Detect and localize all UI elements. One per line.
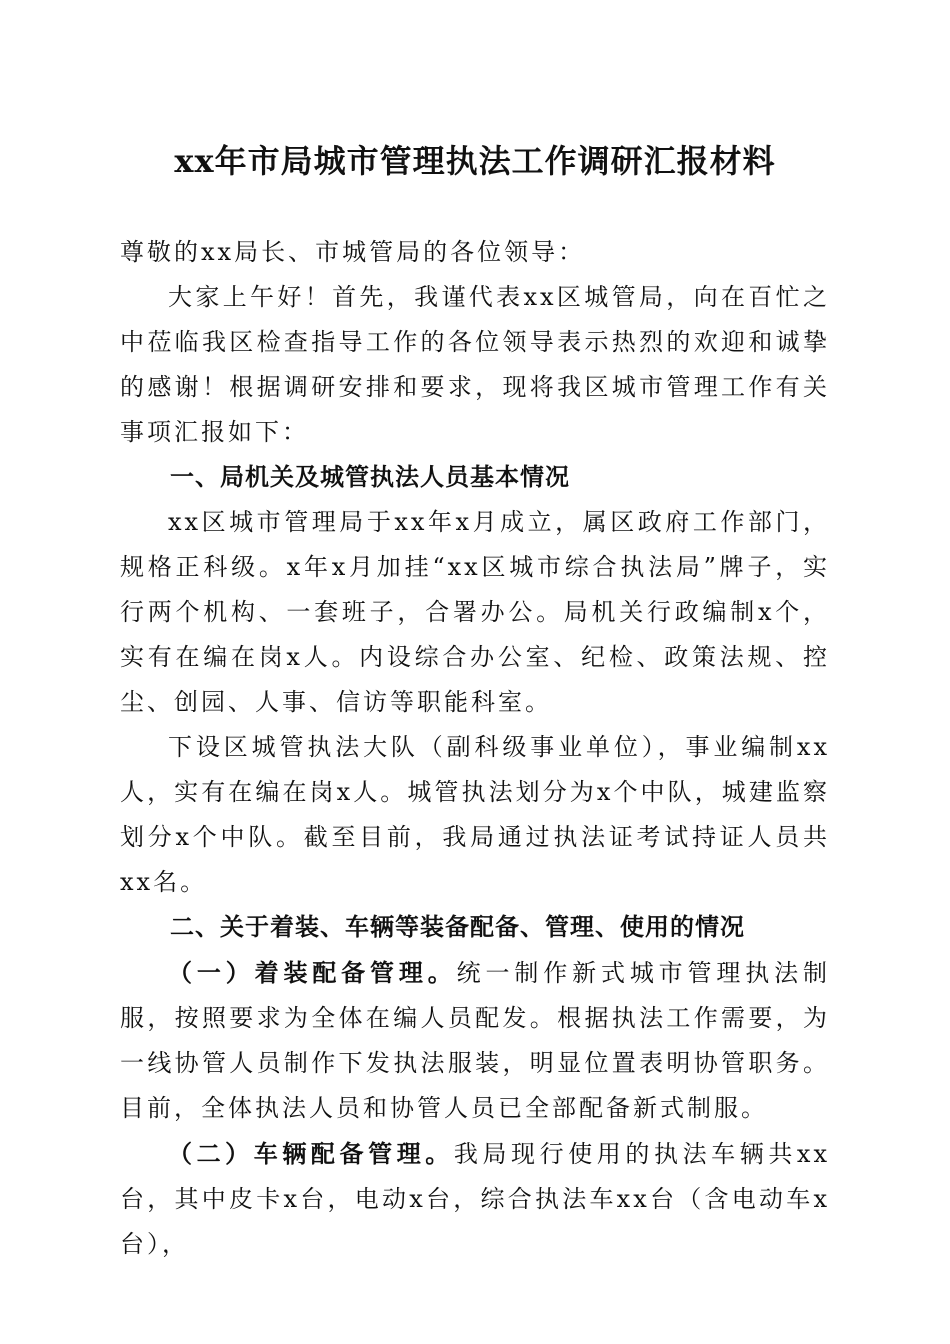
section-2-item-2-text: 我局现行使用的执法车辆共xx台，其中皮卡x台，电动x台，综合执法车xx台（含电动车x台）， — [120, 1140, 830, 1258]
section-2-item-1-lead: （一）着装配备管理。 — [168, 958, 457, 987]
salutation: 尊敬的xx局长、市城管局的各位领导： — [120, 238, 586, 266]
document-title: xx年市局城市管理执法工作调研汇报材料 — [174, 142, 776, 180]
section-2-heading: 二、关于着装、车辆等装备配备、管理、使用的情况 — [170, 913, 745, 941]
section-2-item-2 — [120, 1131, 830, 1267]
section-2-item-1-text: 统一制作新式城市管理执法制服，按照要求为全体在编人员配发。根据执法工作需要，为一线协管人员制作下发执法服装，明显位置表明协管职务。目前，全体执法人员和协管人员已全部配备新式制服。 — [120, 959, 831, 1122]
section-1-paragraph-2: 下设区城管执法大队（副科级事业单位），事业编制xx人，实有在编在岗x人。城管执法划分为x个中队，城建监察划分x个中队。截至目前，我局通过执法证考试持证人员共xx名。 — [120, 733, 830, 896]
section-2-item-2-lead: （二）车辆配备管理。 — [168, 1139, 454, 1168]
section-2-item-1 — [120, 950, 830, 1131]
document-body — [120, 230, 830, 1267]
section-1-heading: 一、局机关及城管执法人员基本情况 — [170, 463, 570, 491]
opening-paragraph: 大家上午好！首先，我谨代表xx区城管局，向在百忙之中莅临我区检查指导工作的各位领导表示热烈的欢迎和诚挚的感谢！根据调研安排和要求，现将我区城市管理工作有关事项汇报如下： — [120, 283, 830, 446]
section-1-paragraph-1: xx区城市管理局于xx年x月成立，属区政府工作部门，规格正科级。x年x月加挂“xx区城市综合执法局”牌子，实行两个机构、一套班子，合署办公。局机关行政编制x个，实有在编在岗x人。内设综合办公室、纪检、政策法规、控尘、创园、人事、信访等职能科室。 — [120, 508, 830, 716]
